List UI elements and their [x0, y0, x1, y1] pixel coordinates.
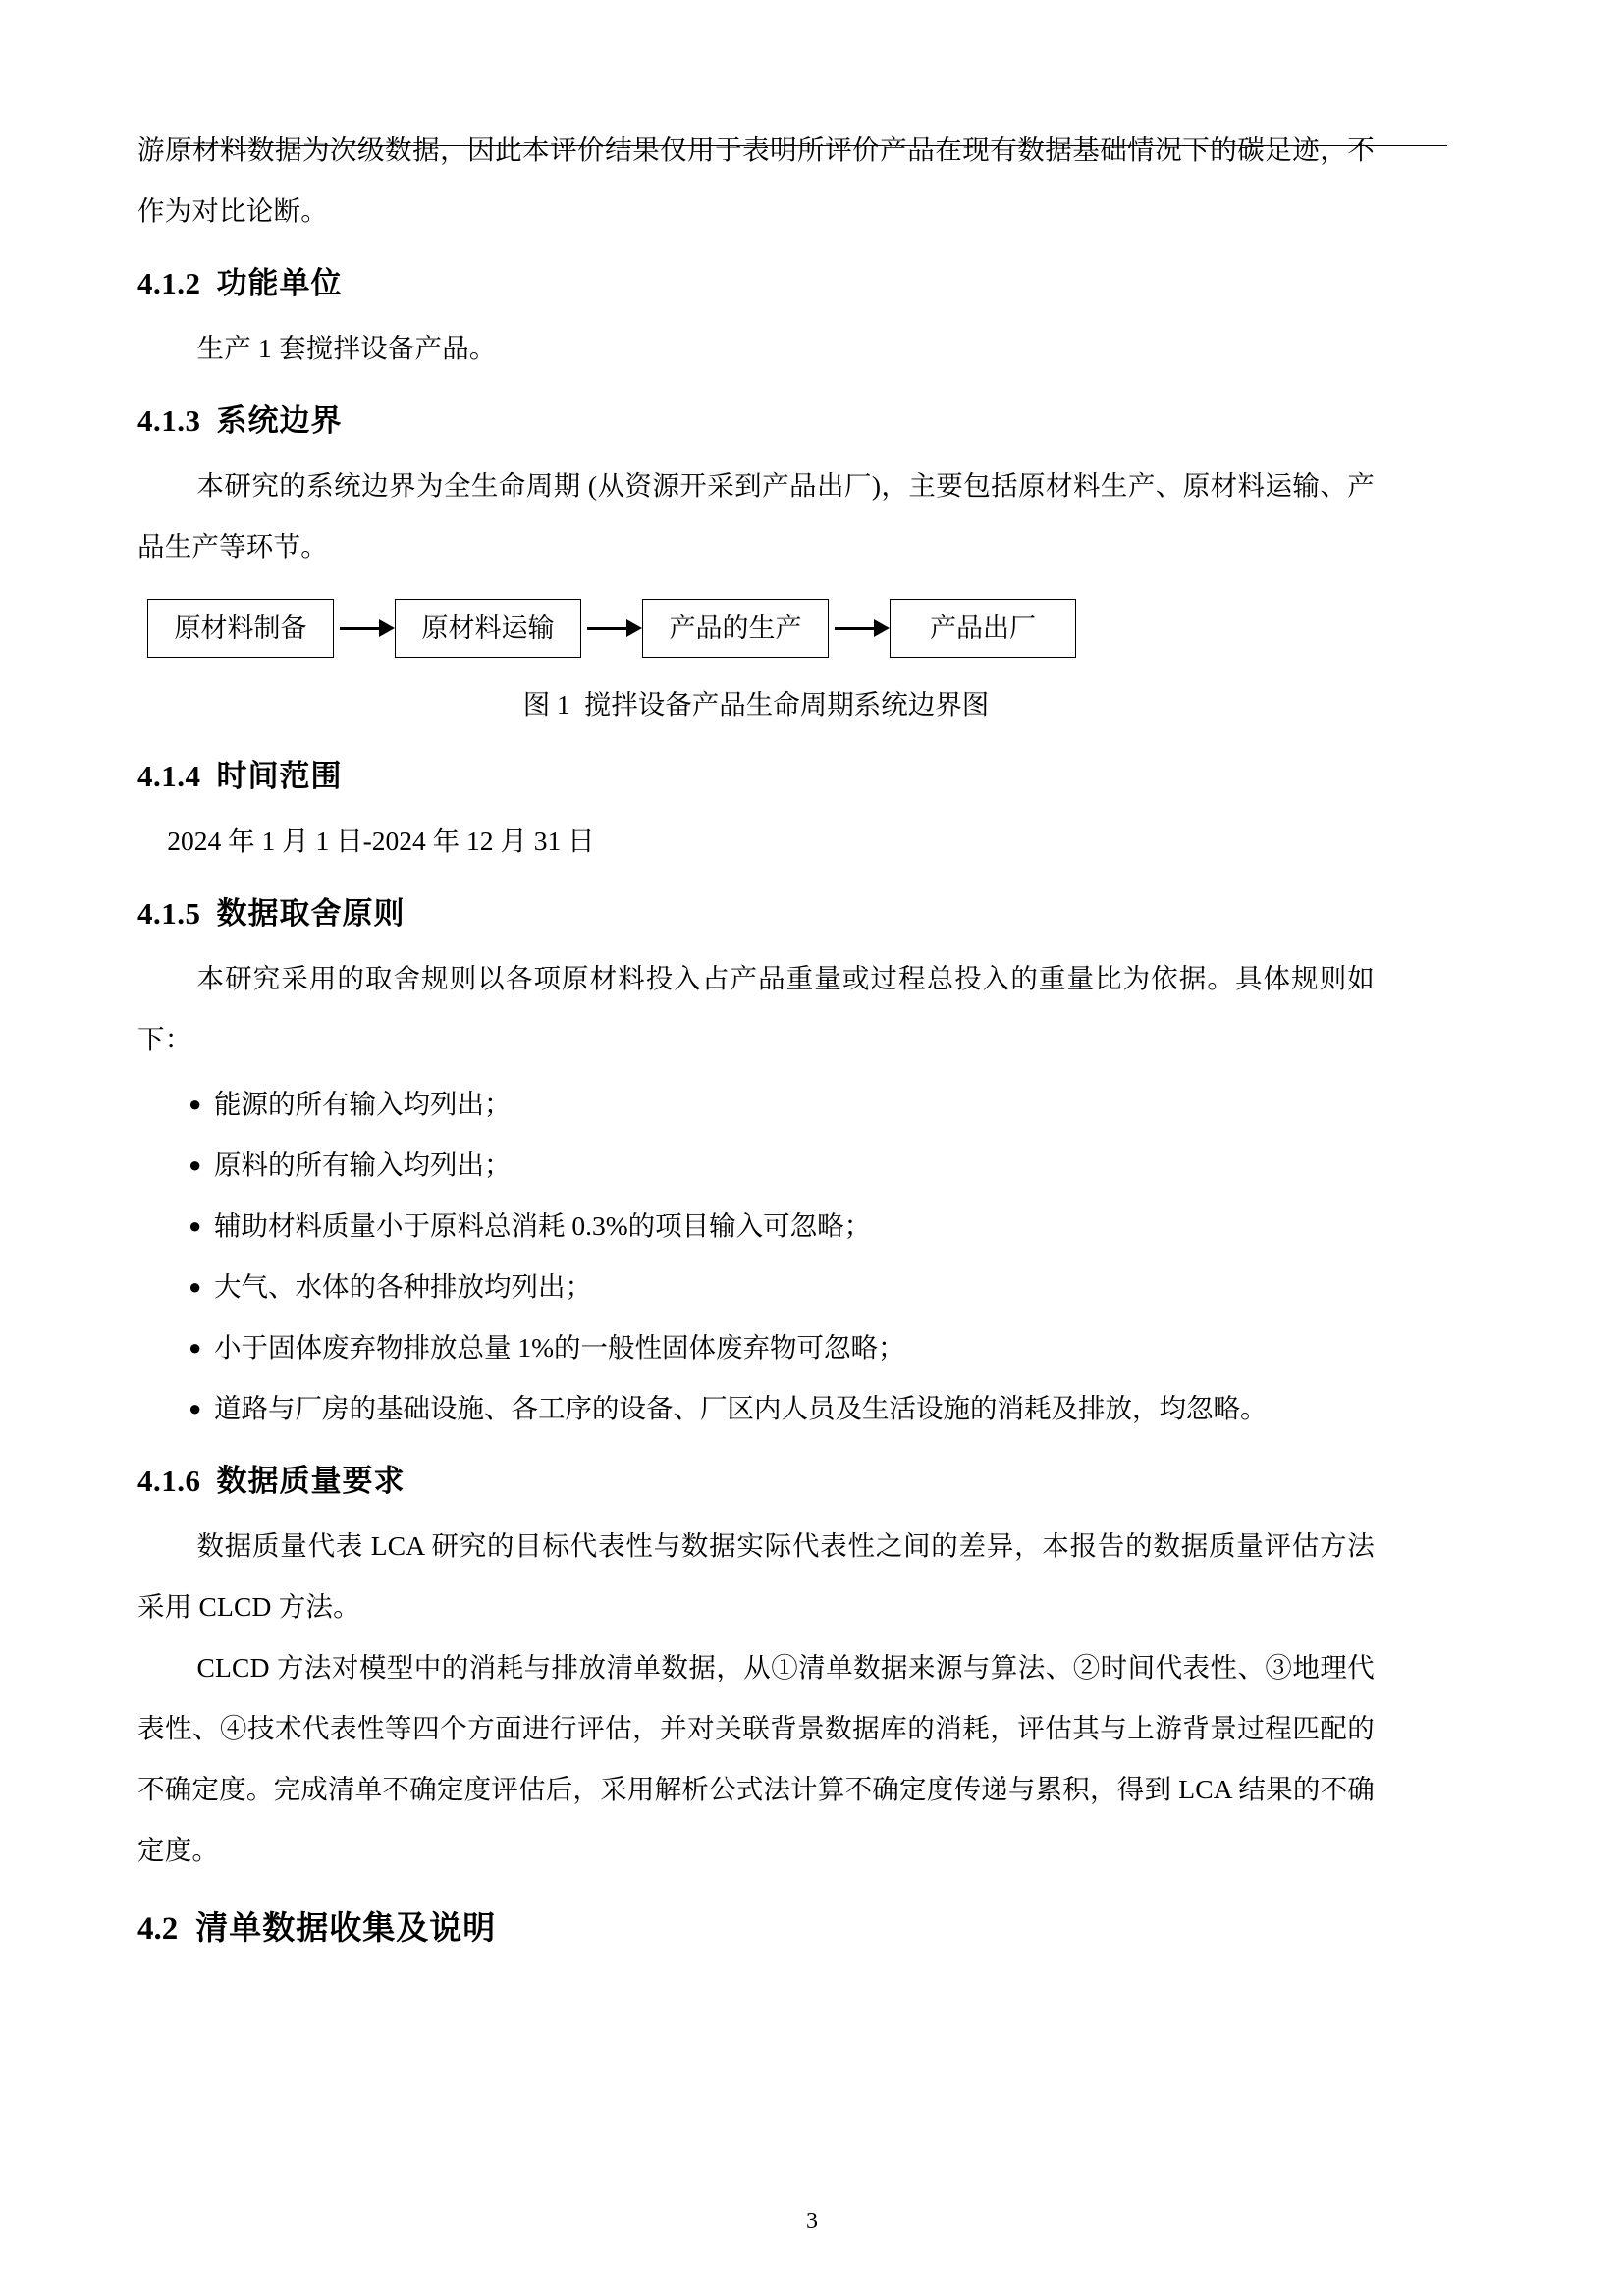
heading-title: 系统边界	[216, 403, 343, 439]
list-item	[137, 1378, 1375, 1439]
list-item-label: 道路与厂房的基础设施、各工序的设备、厂区内人员及生活设施的消耗及排放，均忽略。	[214, 1393, 1268, 1423]
heading-4-1-5	[137, 885, 1375, 942]
bullet-icon: ●	[189, 1092, 202, 1116]
heading-number: 4.1.6	[137, 1464, 201, 1498]
arrow-right-icon	[829, 618, 890, 638]
list-item	[137, 1135, 1375, 1196]
arrow-right-icon	[334, 618, 395, 638]
cutoff-rules-list	[137, 1074, 1375, 1439]
flow-box-product-delivery: 产品出厂	[890, 599, 1076, 658]
paragraph-data-quality-2: CLCD 方法对模型中的消耗与排放清单数据，从①清单数据来源与算法、②时间代表性、③地理代表性、④技术代表性等四个方面进行评估，并对关联背景数据库的消耗，评估其与上游背景过程匹配的不确定度。完成清单不确定度评估后，采用解析公式法计算不确定度传递与累积，得到 LCA 结果的不确定度。	[137, 1652, 1375, 1865]
heading-4-1-3	[137, 393, 1375, 450]
list-item	[137, 1196, 1375, 1256]
page-number: 3	[806, 2209, 818, 2234]
heading-number: 4.1.5	[137, 896, 201, 931]
arrow-right-icon	[581, 618, 642, 638]
flow-box-raw-material-prep: 原材料制备	[147, 599, 334, 658]
flow-box-raw-material-transport: 原材料运输	[395, 599, 581, 658]
heading-number: 4.1.3	[137, 403, 201, 438]
heading-4-2	[137, 1898, 1375, 1958]
paragraph-data-quality-1: 数据质量代表 LCA 研究的目标代表性与数据实际代表性之间的差异，本报告的数据质量评估方法采用 CLCD 方法。	[137, 1530, 1375, 1622]
list-item	[137, 1317, 1375, 1378]
page-content	[137, 120, 1375, 1958]
heading-title: 清单数据收集及说明	[195, 1908, 497, 1947]
heading-4-1-2	[137, 255, 1375, 312]
figure-caption-text: 搅拌设备产品生命周期系统边界图	[583, 689, 990, 720]
heading-title: 时间范围	[216, 759, 343, 794]
list-item-label: 原料的所有输入均列出；	[214, 1149, 512, 1180]
system-boundary-flow-diagram	[147, 599, 1375, 658]
heading-4-1-6	[137, 1453, 1375, 1510]
bullet-icon: ●	[189, 1213, 202, 1238]
paragraph-time-range: 2024 年 1 月 1 日-2024 年 12 月 31 日	[167, 826, 595, 856]
list-item-label: 大气、水体的各种排放均列出；	[214, 1271, 592, 1302]
heading-number: 4.1.4	[137, 759, 201, 793]
bullet-icon: ●	[189, 1335, 202, 1360]
bullet-icon: ●	[189, 1396, 202, 1420]
flow-box-production: 产品的生产	[642, 599, 829, 658]
heading-title: 功能单位	[216, 266, 343, 301]
paragraph-system-boundary: 本研究的系统边界为全生命周期 (从资源开采到产品出厂)，主要包括原材料生产、原材料运输、产品生产等环节。	[137, 470, 1375, 561]
list-item	[137, 1074, 1375, 1135]
list-item-label: 辅助材料质量小于原料总消耗 0.3%的项目输入可忽略；	[214, 1210, 872, 1241]
continued-paragraph: 游原材料数据为次级数据，因此本评价结果仅用于表明所评价产品在现有数据基础情况下的碳足迹，不作为对比论断。	[137, 134, 1375, 226]
bullet-icon: ●	[189, 1152, 202, 1177]
heading-4-1-4	[137, 748, 1375, 805]
heading-number: 4.1.2	[137, 266, 201, 300]
paragraph-cutoff-criteria: 本研究采用的取舍规则以各项原材料投入占产品重量或过程总投入的重量比为依据。具体规则如下：	[137, 963, 1375, 1054]
figure-number: 图 1	[522, 689, 570, 720]
list-item-label: 小于固体废弃物排放总量 1%的一般性固体废弃物可忽略；	[214, 1332, 905, 1362]
bullet-icon: ●	[189, 1274, 202, 1299]
heading-title: 数据取舍原则	[216, 896, 406, 932]
paragraph-functional-unit: 生产 1 套搅拌设备产品。	[196, 333, 497, 363]
list-item	[137, 1256, 1375, 1317]
heading-title: 数据质量要求	[216, 1464, 406, 1499]
list-item-label: 能源的所有输入均列出；	[214, 1089, 512, 1119]
heading-number: 4.2	[137, 1911, 179, 1947]
figure-caption	[137, 675, 1375, 734]
